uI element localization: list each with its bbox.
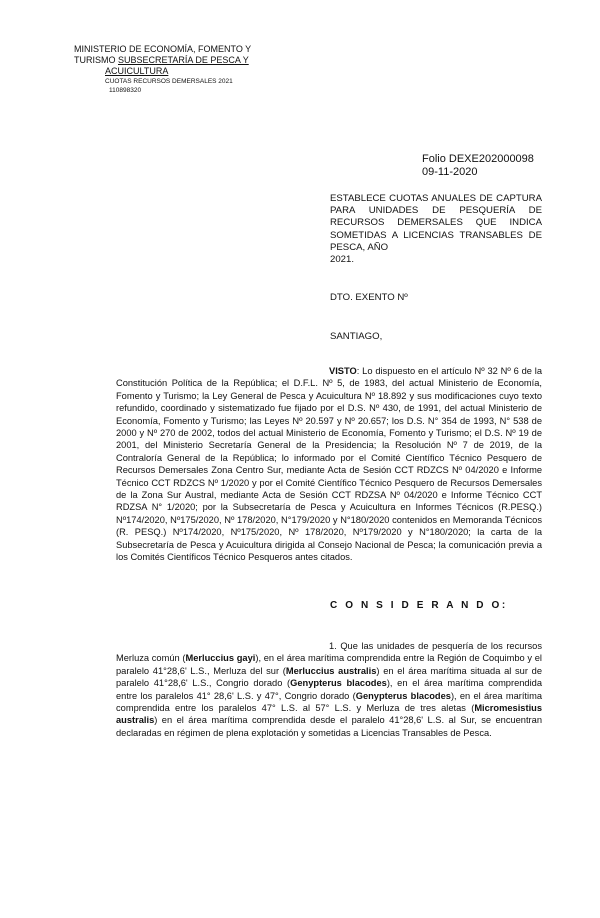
visto-paragraph xyxy=(116,365,542,564)
considerando-paragraph-1 xyxy=(116,640,542,739)
acuicultura-label: ACUICULTURA xyxy=(105,66,169,76)
decree-number-label: DTO. EXENTO Nº xyxy=(330,292,408,303)
par1-text-2: ), en el área marítima comprendida entre la Región de Coquimbo y el paralelo 41°28,6' L.S., Merluza del sur ( xyxy=(116,653,542,676)
considerando-heading: C O N S I D E R A N D O: xyxy=(330,600,508,611)
decree-title-year: 2021. xyxy=(330,254,355,266)
ministry-line-2-prefix: TURISMO xyxy=(74,55,118,65)
species-genypterus-blacodes-1: Genypterus blacodes xyxy=(290,678,387,689)
par1-text-6: ) en el área marítima comprendida desde el paralelo 41°28,6' L.S. al Sur, se encuentran declaradas en régimen de plena explotación y sometidas a Licencias Transables de Pesca. xyxy=(116,715,542,738)
par1-text-5: ), en el área marítima comprendida entre los paralelos 47° L.S. al 57° L.S. y Merluza de tres aletas ( xyxy=(116,690,542,714)
visto-label: VISTO xyxy=(329,366,357,376)
species-micromesistius-australis: Micromesistius australis xyxy=(116,703,542,726)
visto-text: : Lo dispuesto en el artículo Nº 32 Nº 6 de la Constitución Política de la República; el D.F.L. Nº 5, de 1983, del actual Ministerio de Economía, Fomento y Turismo; la Ley General de Pesca y Acuicultura Nº 18.892 y sus modificaciones cuyo texto refundido, coordinado y sistematizado fue fijado por el D.S. Nº 430, de 1991, del actual Ministerio de Economía, Fomento y Turismo; las Leyes Nº 20.597 y Nº 20.657; los D.S. N° 354 de 1993, N° 538 de 2000 y Nº 270 de 2002, todos del actual Ministerio de Economía, Fomento y Turismo; el D.S. Nº 19 de 2001, del Ministerio Secretaría General de la Presidencia; la Resolución Nº 7 de 2019, de la Contraloría General de la República; lo informado por el Comité Científico Técnico Pesquero de Recursos Demersales Zona Centro Sur, mediante Acta de Sesión CCT RDZCS Nº 04/2020 e Informe Técnico CCT RDZCS Nº 1/2020 y por el Comité Científico Técnico Pesquero de Recursos Demersales de la Zona Sur Austral, mediante Acta de Sesión CCT RDZSA Nº 04/2020 e Informe Técnico CCT RDZSA N° 1/2020; por la Subsecretaría de Pesca y Acuicultura en Informes Técnicos (R.PESQ.) Nº174/2020, Nº175/2020, Nº 178/2020, N°179/2020 y N°180/2020 contenidos en Memoranda Técnicos (R. PESQ.) Nº174/2020, Nº175/2020, Nº 178/2020, Nº179/2020 y N°180/2020; la carta de la Subsecretaría de Pesca y Acuicultura dirigida al Consejo Nacional de Pesca; la comunicación previa a los Comités Científicos Técnico Pesqueros antes citados. xyxy=(116,366,542,563)
document-id-number: 110898320 xyxy=(109,87,142,94)
ministry-header xyxy=(74,44,274,95)
decree-title xyxy=(330,193,542,266)
par1-text-3: ) en el área marítima situada al sur de paralelo 41°28,6' L.S., Congrio dorado ( xyxy=(116,665,542,689)
ministry-line-1: MINISTERIO DE ECONOMÍA, FOMENTO Y xyxy=(74,44,252,54)
ministry-line-2 xyxy=(74,55,274,66)
species-merluccius-australis: Merluccius australis xyxy=(285,665,377,676)
par1-text-4: ), en el área marítima comprendida entre los paralelos 41° 28,6' L.S. y 47°, Congrio dorado ( xyxy=(116,678,542,701)
document-subject-code: CUOTAS RECURSOS DEMERSALES 2021 xyxy=(105,78,233,85)
species-merluccius-gayi: Merluccius gayi xyxy=(185,653,256,664)
folio-date: 09-11-2020 xyxy=(422,166,478,178)
par1-text-1: 1. Que las unidades de pesquería de los recursos Merluza común ( xyxy=(116,641,542,664)
folio-block xyxy=(422,153,534,179)
place-label: SANTIAGO, xyxy=(330,331,383,342)
subsecretaria-label: SUBSECRETARÍA DE PESCA Y xyxy=(118,55,249,65)
decree-title-main: ESTABLECE CUOTAS ANUALES DE CAPTURA PARA UNIDADES DE PESQUERÍA DE RECURSOS DEMERSALES QUE INDICA SOMETIDAS A LICENCIAS TRANSABLES DE PESCA, AÑO xyxy=(330,193,542,253)
species-genypterus-blacodes-2: Genypterus blacodes xyxy=(355,690,451,701)
ministry-line-3 xyxy=(74,66,274,77)
folio-number: Folio DEXE202000098 xyxy=(422,153,534,165)
